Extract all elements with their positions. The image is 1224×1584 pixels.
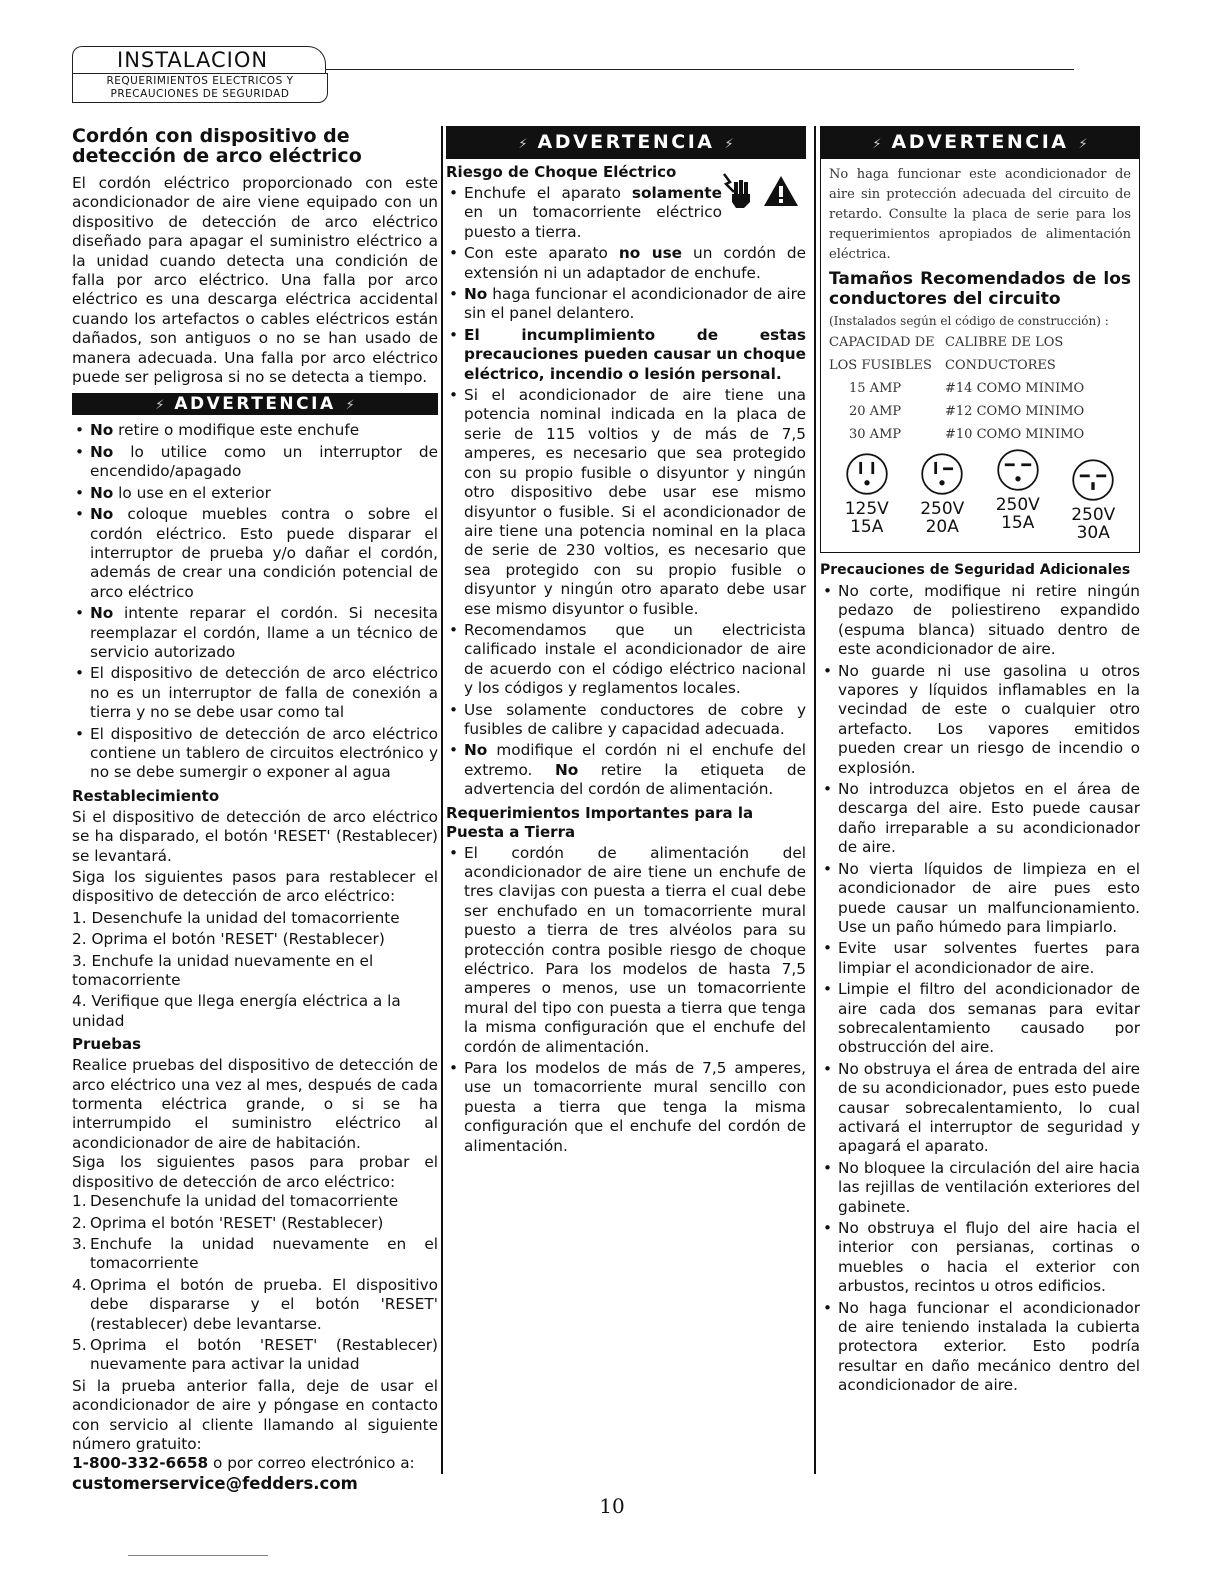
list-item: • No corte, modifique ni retire ningún pedazo de poliestireno expandido (espuma blanca) situado dentro de este acondicionador de aire. — [820, 582, 1140, 660]
test-text: Realice pruebas del dispositivo de detección de arco eléctrico una vez al mes, después de cada tormenta eléctrica grande, o si se ha interrumpido el suministro eléctrico al acondicionador de aire de habitación. — [72, 1056, 438, 1152]
lightning-icon: ⚡ — [155, 398, 165, 414]
outlet-icon — [845, 452, 889, 496]
lightning-icon: ⚡ — [724, 137, 734, 152]
email-address: customerservice@fedders.com — [72, 1473, 358, 1493]
outlet-diagram: 250V 15A — [996, 448, 1040, 542]
list-item: • No intente reparar el cordón. Si necesita reemplazar el cordón, llame a un técnico de servicio autorizado — [72, 604, 438, 662]
reset-steps-intro: Siga los siguientes pasos para restablecer el dispositivo de detección de arco eléctrico: — [72, 868, 438, 906]
list-item: • El cordón de alimentación del acondicionador de aire tiene un enchufe de tres clavijas con puesta a tierra el cual debe ser enchufado en un tomacorriente mural puesto a tierra de tres alvéolos para su protección contra posible riesgo de choque eléctrico. Para los modelos de hasta 7,5 amperes o menos, use un tomacorriente mural del tipo con puesta a tierra que tenga la misma configuración que el enchufe del cordón de alimentación. — [446, 844, 806, 1057]
outlet-diagram: 250V 30A — [1071, 458, 1115, 542]
outlet-icon — [920, 452, 964, 496]
test-steps-intro: Siga los siguientes pasos para probar el dispositivo de detección de arco eléctrico: — [72, 1153, 438, 1191]
list-item: • No retire o modifique este enchufe — [72, 421, 438, 440]
list-item: • Use solamente conductores de cobre y fusibles de calibre y capacidad adecuada. — [446, 701, 806, 740]
table-row: 15 AMP #14 COMO MINIMO — [849, 381, 1085, 396]
section-title: INSTALACION — [72, 46, 326, 73]
list-item: • No introduzca objetos en el área de descarga del aire. Esto puede causar daño irreparable a su acondicionador de aire. — [820, 780, 1140, 858]
list-item: • Enchufe el aparato solamente en un tomacorriente eléctrico puesto a tierra. — [446, 184, 806, 242]
lightning-icon: ⚡ — [345, 398, 355, 414]
list-item: • El dispositivo de detección de arco eléctrico contiene un tablero de circuitos electrónico y no se debe sumergir o exponer al agua — [72, 725, 438, 783]
test-heading: Pruebas — [72, 1035, 142, 1054]
column-divider — [814, 126, 816, 1474]
table-row: 20 AMP #12 COMO MINIMO — [849, 404, 1085, 419]
list-item: • El dispositivo de detección de arco eléctrico no es un interruptor de falla de conexión a tierra y no se debe usar como tal — [72, 664, 438, 722]
list-item: • No coloque muebles contra o sobre el cordón eléctrico. Esto puede disparar el interruptor de prueba y/o dañar el cordón, además de crear una condición potencial de arco eléctrico — [72, 505, 438, 602]
list-item: • No bloquee la circulación del aire hacia las rejillas de ventilación exteriores del gabinete. — [820, 1159, 1140, 1217]
list-item: • No lo utilice como un interruptor de encendido/apagado — [72, 443, 438, 482]
wire-size-table — [829, 331, 1131, 446]
reset-steps — [72, 909, 438, 1031]
list-item: • El incumplimiento de estas precauciones pueden causar un choque eléctrico, incendio o lesión personal. — [446, 326, 806, 384]
outlet-icon — [1071, 458, 1115, 502]
lightning-icon: ⚡ — [1078, 137, 1088, 152]
list-item: 5. Oprima el botón 'RESET' (Restablecer) nuevamente para activar la unidad — [72, 1335, 438, 1374]
list-item: • Para los modelos de más de 7,5 amperes, use un tomacorriente mural sencillo con puesta a tierra que tenga la misma configuración que el enchufe del cordón de alimentación. — [446, 1059, 806, 1156]
header-rule — [326, 69, 1074, 70]
list-item: • Limpie el filtro del acondicionador de aire cada dos semanas para evitar sobrecalentamiento causado por obstrucción del aire. — [820, 980, 1140, 1058]
column-divider — [441, 126, 443, 1474]
section-subtitle: REQUERIMIENTOS ELECTRICOS Y PRECAUCIONES DE SEGURIDAD — [72, 73, 328, 103]
lightning-icon: ⚡ — [518, 137, 528, 152]
column-left — [72, 126, 438, 1493]
list-item: • Recomendamos que un electricista calificado instale el acondicionador de aire de acuerdo con el código eléctrico nacional y los códigos y reglamentos locales. — [446, 621, 806, 699]
risk-heading: Riesgo de Choque Eléctrico — [446, 163, 677, 181]
extra-precautions-heading: Precauciones de Seguridad Adicionales — [820, 562, 1131, 578]
column-middle — [446, 126, 806, 1158]
fail-text: Si la prueba anterior falla, deje de usar el acondicionador de aire y póngase en contacto con servicio al cliente llamando al siguiente número gratuito: — [72, 1376, 438, 1453]
extra-precautions-list — [820, 582, 1140, 1396]
list-item: 2. Oprima el botón 'RESET' (Restablecer) — [72, 930, 385, 949]
circuit-warning-text: No haga funcionar este acondicionador de aire sin protección adecuada del circuito de retardo. Consulte la placa de serie para los requerimientos apropiados de alimentación eléctrica. — [829, 167, 1131, 262]
arc-cord-intro: El cordón eléctrico proporcionado con este acondicionador de aire viene equipado con un dispositivo de detección de arco eléctrico diseñado para apagar el suministro eléctrico a la unidad cuando detecta una condición de falla por arco eléctrico. Una falla por arco eléctrico es una descarga eléctrica accidental cuando los artefactos o cables eléctricos están dañados, son antiguos o no se han usado de manera adecuada. Una falla por arco eléctrico puede ser peligrosa si no se detecta a tiempo. — [72, 174, 438, 387]
list-item: 4. Verifique que llega energía eléctrica a la unidad — [72, 992, 401, 1030]
outlet-diagram: 250V 20A — [920, 452, 964, 542]
warning-banner: ⚡ ADVERTENCIA ⚡ — [820, 126, 1140, 159]
wire-size-heading: Tamaños Recomendados de los conductores del circuito — [829, 269, 1131, 309]
phone-number: 1-800-332-6658 — [72, 1454, 209, 1473]
list-item: • No obstruya el flujo del aire hacia el interior con persianas, cortinas o muebles o hacia el exterior con arbustos, recintos u otros edificios. — [820, 1219, 1140, 1297]
outlet-diagrams — [829, 452, 1131, 542]
circuit-warning-box — [820, 159, 1140, 553]
reset-text: Si el dispositivo de detección de arco eléctrico se ha disparado, el botón 'RESET' (Restablecer) se levantará. — [72, 807, 438, 865]
list-item: • No haga funcionar el acondicionador de aire sin el panel delantero. — [446, 285, 806, 324]
list-item: 1. Desenchufe la unidad del tomacorriente — [72, 908, 400, 927]
list-item: • No vierta líquidos de limpieza en el acondicionador de aire pues esto puede causar un malfuncionamiento. Use un paño húmedo para limpiarlo. — [820, 860, 1140, 938]
reset-heading: Restablecimiento — [72, 786, 220, 805]
warning-banner: ⚡ ADVERTENCIA ⚡ — [446, 126, 806, 159]
list-item: 4. Oprima el botón de prueba. El dispositivo debe dispararse y el botón 'RESET' (restablecer) debe levantarse. — [72, 1275, 438, 1333]
outlet-icon — [996, 448, 1040, 492]
wire-size-note: (Instalados según el código de construcción) : — [829, 314, 1109, 328]
arc-cord-title: Cordón con dispositivo de detección de arco eléctrico — [72, 125, 362, 167]
list-item: • No obstruya el área de entrada del aire de su acondicionador, pues esto puede causar sobrecalentamiento, lo cual activará el interruptor de seguridad y apagará el aparato. — [820, 1060, 1140, 1157]
lightning-icon: ⚡ — [872, 137, 882, 152]
list-item: • Con este aparato no use un cordón de extensión ni un adaptador de enchufe. — [446, 244, 806, 283]
page-number: 10 — [599, 1494, 625, 1518]
warning-banner: ⚡ ADVERTENCIA ⚡ — [72, 393, 438, 415]
table-header-row: CAPACIDAD DE CALIBRE DE LOS — [829, 335, 1064, 350]
list-item: 3. Enchufe la unidad nuevamente en el tomacorriente — [72, 951, 374, 990]
list-item: • No haga funcionar el acondicionador de aire teniendo instalada la cubierta protectora exterior. Esto podría resultar en daño mecánico dentro del acondicionador de aire. — [820, 1299, 1140, 1396]
list-item: • No lo use en el exterior — [72, 484, 438, 503]
list-item: 3. Enchufe la unidad nuevamente en el tomacorriente — [72, 1234, 438, 1273]
outlet-diagram: 125V 15A — [845, 452, 889, 542]
table-header-row: LOS FUSIBLES CONDUCTORES — [829, 358, 1056, 373]
list-item: 1. Desenchufe la unidad del tomacorriente — [72, 1192, 399, 1211]
list-item: • No modifique el cordón ni el enchufe del extremo. No retire la etiqueta de advertencia del cordón de alimentación. — [446, 741, 806, 799]
risk-list — [446, 184, 806, 800]
arc-cord-warning-list — [72, 421, 438, 782]
grounding-list — [446, 844, 806, 1157]
list-item: • Evite usar solventes fuertes para limpiar el acondicionador de aire. — [820, 939, 1140, 978]
list-item: • No guarde ni use gasolina u otros vapores y líquidos inflamables en la vecindad de este o cualquier otro artefacto. Los vapores emitidos pueden crear un riesgo de incendio o explosión. — [820, 662, 1140, 778]
list-item: • Si el acondicionador de aire tiene una potencia nominal indicada en la placa de serie de 115 voltios y de más de 7,5 amperes, es necesario que sea protegido con su propio fusible o disyuntor y ningún otro dispositivo debe usar ese mismo disyuntor o fusible. Si el acondicionador de aire tiene una potencia nominal en la placa de serie de 230 voltios, es necesario que sea protegido con su propio fusible o disyuntor y ningún otro aparato debe usar ese mismo disyuntor o fusible. — [446, 386, 806, 619]
grounding-heading: Requerimientos Importantes para la Puesta a Tierra — [446, 803, 754, 841]
table-row: 30 AMP #10 COMO MINIMO — [849, 427, 1085, 442]
footer-link-rule — [128, 1555, 268, 1556]
test-steps — [72, 1192, 438, 1375]
column-right — [820, 126, 1140, 1398]
contact-line: 1-800-332-6658 o por correo electrónico a: — [72, 1454, 415, 1473]
list-item: 2. Oprima el botón 'RESET' (Restablecer) — [72, 1213, 384, 1232]
